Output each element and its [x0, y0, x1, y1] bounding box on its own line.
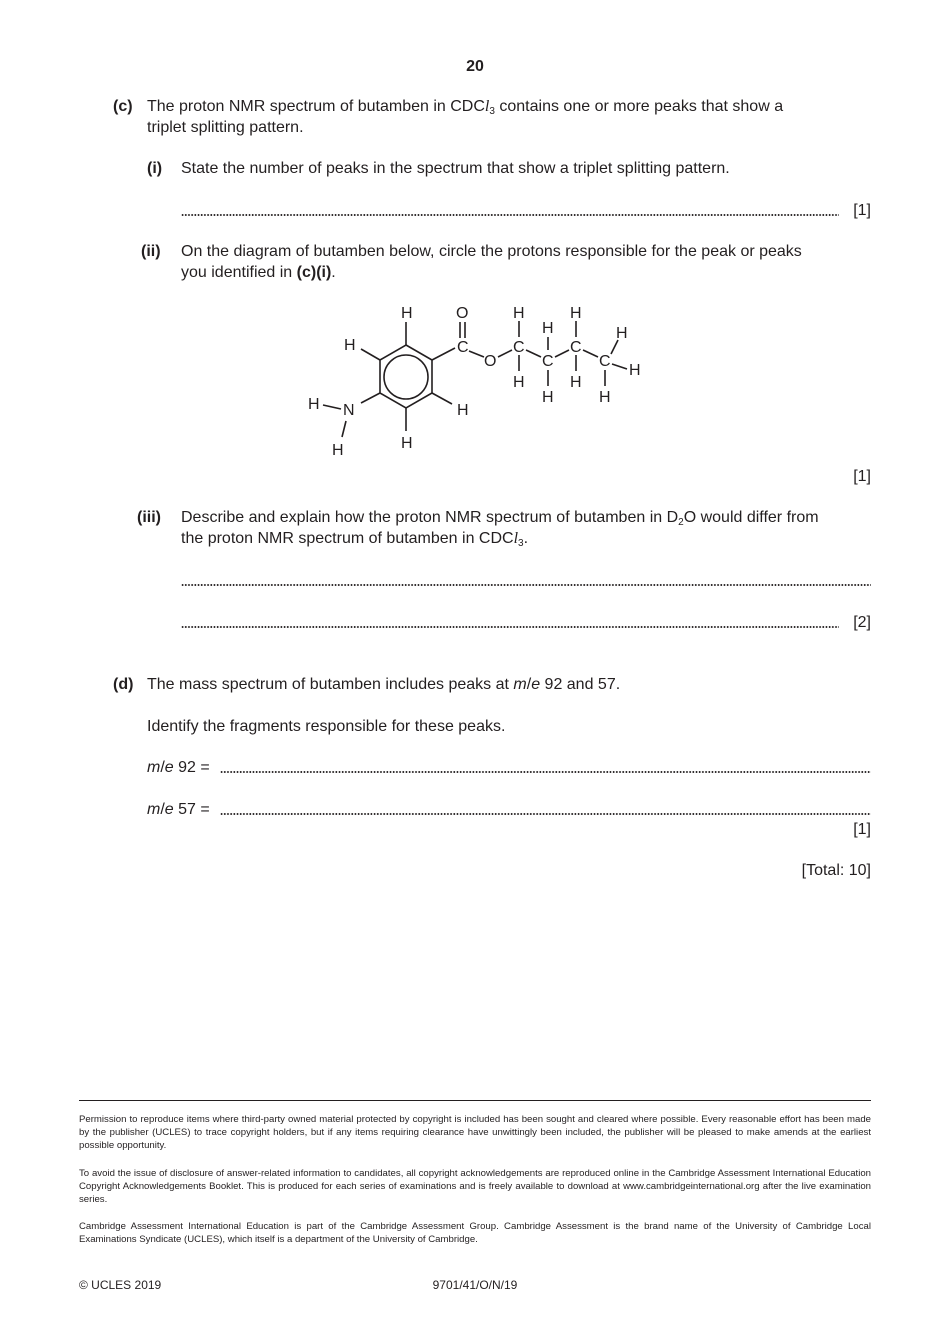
part-d-text-start: The mass spectrum of butamben includes peaks at — [147, 676, 514, 693]
me57-e: e — [164, 801, 174, 818]
footer-paper-code: 9701/41/O/N/19 — [432, 1278, 518, 1292]
part-c-text-line2: triplet splitting pattern. — [147, 119, 304, 136]
part-c-iii-line2-l: l — [513, 530, 519, 547]
part-c-label: (c) — [113, 98, 133, 115]
bond-n-h-left — [323, 405, 341, 409]
bond-c-o-single — [469, 351, 484, 357]
part-c-ii-line2-start: you identified in — [181, 264, 297, 281]
bond-o-c1 — [498, 350, 512, 357]
part-d-text-e: e — [531, 676, 541, 693]
part-c-ii-line2-end: . — [331, 264, 336, 281]
footer-permission-text: Permission to reproduce items where third-party owned material protected by copyright is included has been sought and cleared where possible. Every reasonable effort has been made by the publisher (UCLES) to trace copyright holders, but if any items requiring clearance have unwittingly been included, the publisher will be pleased to make amends at the earliest possible opportunity. — [79, 1114, 871, 1151]
atom-h-ring-right[interactable]: H — [457, 402, 469, 419]
atom-c-carbonyl: C — [457, 339, 469, 356]
bond-c2-c3 — [555, 350, 569, 357]
atom-h-c2-down[interactable]: H — [542, 389, 554, 406]
part-d-text-m: m — [513, 676, 527, 693]
bond-c4-h-up — [611, 340, 618, 354]
part-d-text-slash: / — [526, 676, 532, 693]
bond-ring-h-right — [432, 393, 452, 404]
part-c-i-text: State the number of peaks in the spectrum that show a triplet splitting pattern. — [181, 160, 730, 177]
atom-h-c3-up[interactable]: H — [570, 305, 582, 322]
me57-value: 57 = — [173, 801, 210, 818]
butamben-structure-diagram[interactable] — [0, 0, 950, 470]
mark-d: [1] — [853, 821, 871, 838]
atom-h-c1-up[interactable]: H — [513, 305, 525, 322]
answer-line-me92[interactable] — [220, 771, 871, 773]
atom-h-ring-left[interactable]: H — [344, 337, 356, 354]
mark-c-i: [1] — [853, 202, 871, 219]
answer-line-me57[interactable] — [220, 813, 871, 815]
me57-slash: / — [160, 801, 165, 818]
part-c-iii-line1-sub: 2 — [678, 517, 684, 528]
atom-n: N — [343, 402, 355, 419]
atom-h-c4-up[interactable]: H — [616, 325, 628, 342]
me57-label — [147, 799, 210, 820]
part-c-iii-line1-start: Describe and explain how the proton NMR spectrum of butamben in D — [181, 509, 679, 526]
footer-disclosure-text: To avoid the issue of disclosure of answer-related information to candidates, all copyright acknowledgements are reproduced online in the Cambridge Assessment International Education Copyright Acknowledgements Booklet. This is produced for each series of examinations and is freely available to download at www.cambridgeinternational.org after the live examination series. — [79, 1168, 871, 1205]
part-d-text — [147, 674, 620, 695]
part-c-iii-line2-sub: 3 — [518, 538, 524, 549]
answer-line-c-iii-1[interactable] — [181, 584, 871, 586]
me92-value: 92 = — [173, 759, 210, 776]
me57-m: m — [147, 801, 161, 818]
atom-h-c4-down[interactable]: H — [599, 389, 611, 406]
part-c-iii-line2-start: the proton NMR spectrum of butamben in CDC — [181, 530, 514, 547]
mark-c-iii: [2] — [853, 614, 871, 631]
atom-h-nh-down[interactable]: H — [332, 442, 344, 459]
footer-group-text: Cambridge Assessment International Education is part of the Cambridge Assessment Group. Cambridge Assessment is the brand name of the University of Cambridge Local Examinations Syndicate (UCLES), which itself is a department of the University of Cambridge. — [79, 1221, 871, 1245]
me92-label — [147, 757, 210, 778]
part-c-iii-line2 — [181, 528, 528, 554]
total-marks: [Total: 10] — [801, 862, 871, 879]
part-d-text-end: 92 and 57. — [540, 676, 621, 693]
part-c-ii-text-line1: On the diagram of butamben below, circle the protons responsible for the peak or peaks — [181, 243, 802, 260]
bond-c3-c4 — [583, 350, 598, 357]
atom-h-ring-top[interactable]: H — [401, 305, 413, 322]
atom-o-ester: O — [484, 353, 497, 370]
atom-h-ring-bottom[interactable]: H — [401, 435, 413, 452]
part-c-ii-line2-ref: (c)(i) — [296, 264, 332, 281]
atom-c2: C — [542, 353, 554, 370]
answer-line-c-iii-2[interactable] — [181, 626, 839, 628]
bond-ring-carbonyl — [432, 348, 455, 360]
part-c-text-sub: 3 — [489, 106, 495, 117]
part-c-text-start: The proton NMR spectrum of butamben in CDC — [147, 98, 485, 115]
part-c-iii-label: (iii) — [137, 509, 161, 526]
bond-ring-h-left — [361, 349, 380, 360]
part-d-label: (d) — [113, 676, 134, 693]
atom-c1: C — [513, 339, 525, 356]
atom-o-carbonyl: O — [456, 305, 469, 322]
bond-c1-c2 — [526, 350, 541, 357]
page-number: 20 — [466, 58, 484, 75]
me92-e: e — [164, 759, 174, 776]
bond-ring-n — [361, 393, 380, 403]
benzene-inner-circle — [384, 355, 428, 399]
part-c-i-label: (i) — [147, 160, 163, 177]
me92-slash: / — [160, 759, 165, 776]
bond-c4-h-right — [612, 364, 627, 369]
atom-h-c4-right[interactable]: H — [629, 362, 641, 379]
atom-c3: C — [570, 339, 582, 356]
part-c-text-l: l — [484, 98, 490, 115]
part-c-ii-label: (ii) — [141, 243, 161, 260]
atom-c4: C — [599, 353, 611, 370]
part-d-instruction: Identify the fragments responsible for these peaks. — [147, 718, 506, 735]
atom-h-c3-down[interactable]: H — [570, 374, 582, 391]
atom-h-nh-left[interactable]: H — [308, 396, 320, 413]
me92-m: m — [147, 759, 161, 776]
part-c-iii-line1-end: O would differ from — [683, 509, 819, 526]
part-c-text-end: contains one or more peaks that show a — [494, 98, 784, 115]
footer-copyright: © UCLES 2019 — [79, 1278, 162, 1292]
bond-n-h-down — [342, 421, 346, 437]
part-c-iii-line2-end: . — [523, 530, 529, 547]
atom-h-c1-down[interactable]: H — [513, 374, 525, 391]
atom-h-c2-up[interactable]: H — [542, 320, 554, 337]
footer-divider — [79, 1100, 871, 1101]
mark-c-ii: [1] — [853, 468, 871, 485]
